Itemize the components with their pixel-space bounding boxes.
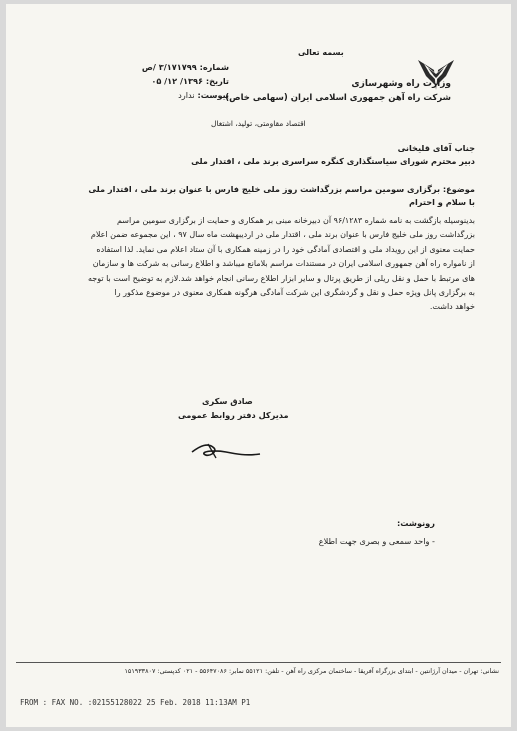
number-label: شماره: [199,62,229,72]
body-line: به برگزاری پانل ویژه حمل و نقل و گردشگری این شرکت آمادگی هرگونه همکاری معنوی در موضوع مذکور را [114,288,475,298]
letter-attachment [178,90,229,101]
body-line: حمایت معنوی از این رویداد ملی و اقتصادی آمادگی خود را در زمینه همکاری با آن ستاد اعلام می نماید. لذا استفاده [96,244,475,254]
cc-line: - واحد سمعی و بصری جهت اطلاع [318,536,435,546]
cc-label: رونوشت: [396,518,435,528]
slogan: اقتصاد مقاومتی، تولید، اشتغال [211,119,306,128]
footer-address: نشانی: تهران - میدان آرژانتین - ابتدای بزرگراه آفریقا - ساختمان مرکزی راه آهن - تلفن: ۵۵۱۲۱ نمابر: ۵۵۶۴۷۰۸۶ - ۰۲۱ کدپستی: ۱۵۱۹۳۳۸۰۷ [124,667,499,675]
letter-date [151,76,229,87]
invocation: بسمه تعالی [298,48,344,57]
fax-header: FROM : FAX NO. :02155128022 25 Feb. 2018 11:13AM P1 [20,698,251,707]
signatory-name: صادق سکری [202,396,253,406]
subject-line: موضوع: برگزاری سومین مراسم بزرگداشت روز ملی خلیج فارس با عنوان برند ملی ، اقتدار ملی [88,184,475,194]
attachment-label: پیوست: [197,90,229,100]
attachment-value: ندارد [178,90,195,100]
body-line: های مرتبط با حمل و نقل ریلی از طریق پرتال و سایر ابزار اطلاع رسانی انجام خواهد شد.لازم به توضیح است با توجه [87,273,475,283]
ministry-name: وزارت راه وشهرسازی [351,79,451,89]
date-value: ۱۳۹۶/ ۱۲/ ۰۵ [151,76,204,86]
letter-page [6,4,511,727]
body-line: بدینوسیله بازگشت به نامه شماره ۹۶/۱۲۸۳ آن دبیرخانه مبنی بر همکاری و حمایت از برگزاری سومین مراسم [116,216,475,225]
signatory-title: مدیرکل دفتر روابط عمومی [178,410,289,420]
letter-body [50,214,475,315]
recipient-title: دبیر محترم شورای سیاستگذاری کنگره سراسری برند ملی ، اقتدار ملی [191,156,475,166]
letter-number [142,62,229,73]
company-name: شرکت راه آهن جمهوری اسلامی ایران (سهامی خاص) [225,93,451,103]
body-line: بزرگداشت روز ملی خلیج فارس با عنوان برند ملی ، اقتدار ملی در اردیبهشت ماه سال ۹۷ ، این مجموعه ضمن اعلام [90,230,475,240]
body-line: از نامواره راه آهن جمهوری اسلامی ایران در مستندات مراسم بلامانع میباشد و اطلاع رسانی به شرکت ها و سازمان [92,259,475,269]
body-line: خواهد داشت. [429,302,475,312]
date-label: تاریخ: [205,76,229,86]
recipient-name: جناب آقای قلیخانی [397,143,475,153]
number-value: ۳/۱۷۱۷۹۹ /ص [141,62,197,72]
greeting: با سلام و احترام [408,197,475,207]
footer-divider [16,662,501,663]
handwritten-signature [186,438,266,464]
